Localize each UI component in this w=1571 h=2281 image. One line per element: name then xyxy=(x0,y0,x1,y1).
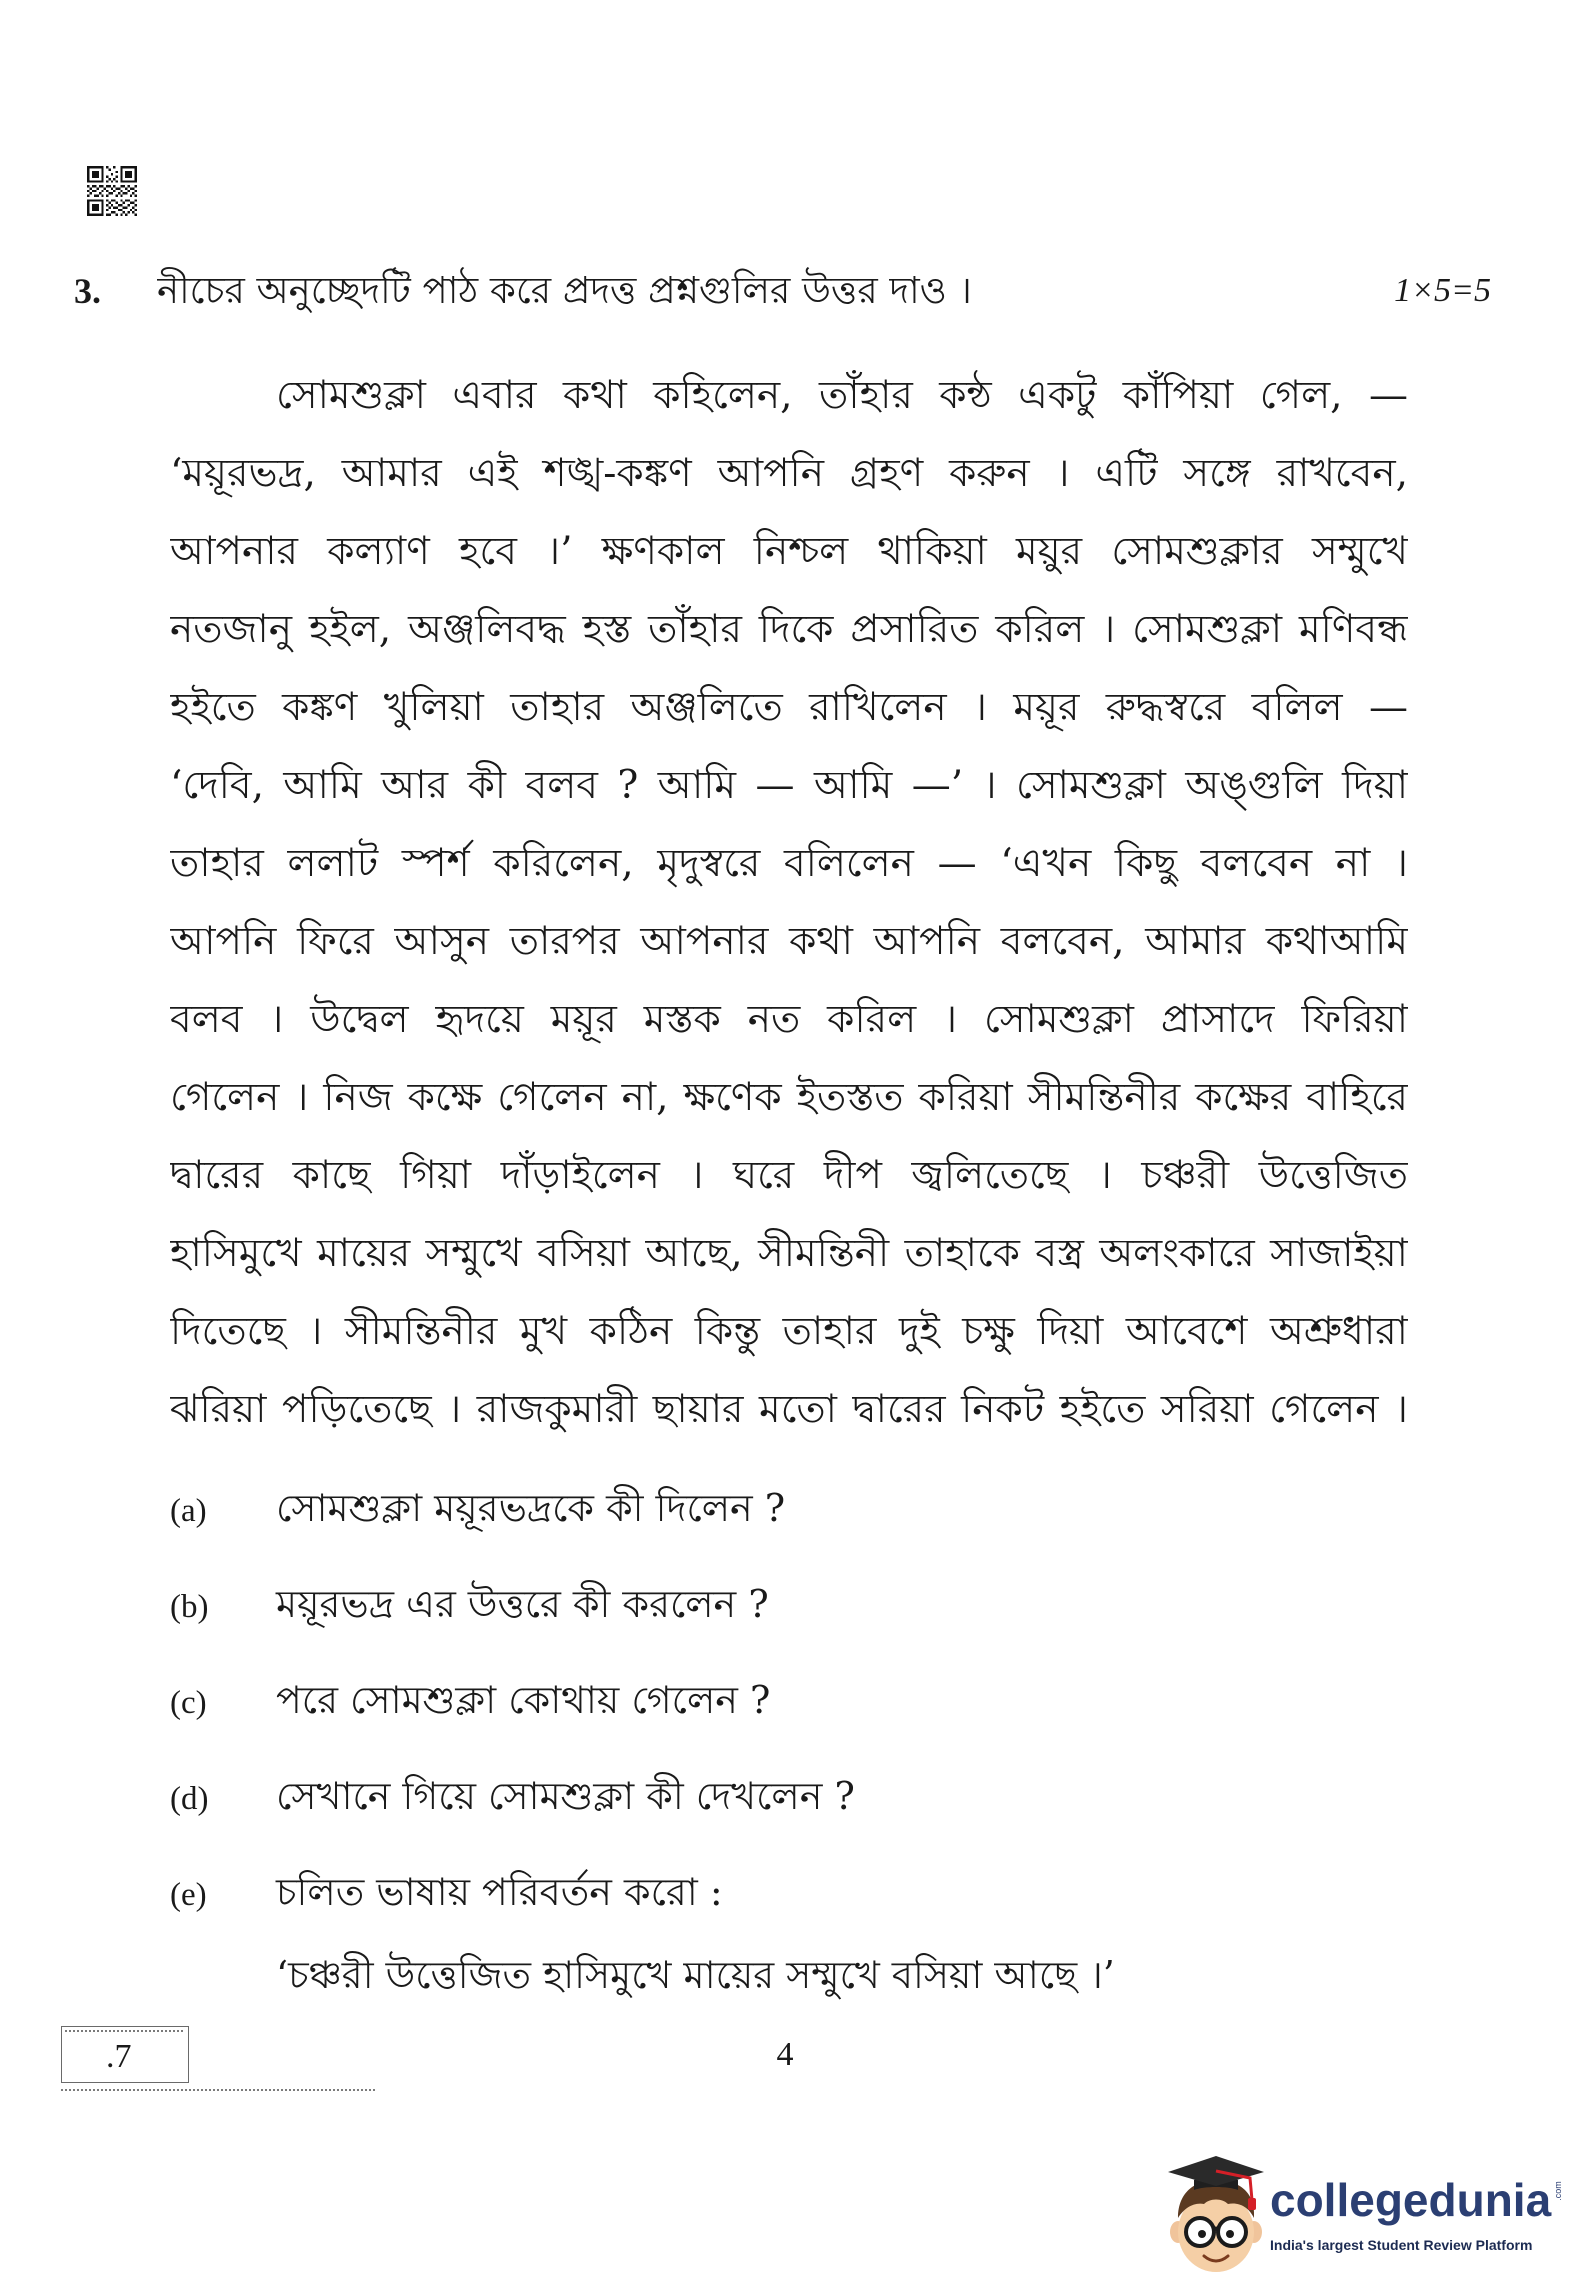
subquestion-c xyxy=(170,1661,1410,1739)
student-mascot-icon xyxy=(1164,2150,1268,2275)
subquestion-text: সোমশুক্লা ময়ূরভদ্রকে কী দিলেন ? xyxy=(276,1486,786,1530)
subquestion-d xyxy=(170,1757,1410,1835)
passage xyxy=(170,357,1408,1449)
subquestion-label: (a) xyxy=(170,1493,207,1529)
subquestion-text: সেখানে গিয়ে সোমশুক্লা কী দেখলেন ? xyxy=(276,1774,855,1818)
subquestion-label: (c) xyxy=(170,1685,207,1721)
brand-domain: .com xyxy=(1552,2181,1563,2201)
passage-line: আপনার কল্যাণ হবে ।’ ক্ষণকাল নিশ্চল থাকিয়া ময়ুর সোমশুক্লার সম্মুখে xyxy=(170,529,1408,574)
paper-code-box xyxy=(61,2026,189,2083)
passage-line: সোমশুক্লা এবার কথা কহিলেন, তাঁহার কন্ঠ একটু কাঁপিয়া গেল, — xyxy=(276,373,1408,418)
subquestion-a xyxy=(170,1469,1410,1547)
question-number: 3. xyxy=(74,271,101,311)
passage-line: ঝরিয়া পড়িতেছে । রাজকুমারী ছায়ার মতো দ্বারের নিকট হইতে সরিয়া গেলেন । xyxy=(170,1387,1408,1432)
paper-code: .7 xyxy=(106,2038,132,2075)
passage-line: হাসিমুখে মায়ের সম্মুখে বসিয়া আছে, সীমন্তিনী তাহাকে বস্ত্র অলংকারে সাজাইয়া xyxy=(170,1231,1408,1276)
micro-text-line xyxy=(61,2089,375,2091)
subquestion-text: চলিত ভাষায় পরিবর্তন করো : xyxy=(276,1870,723,1914)
passage-line: গেলেন । নিজ কক্ষে গেলেন না, ক্ষণেক ইতস্তত করিয়া সীমন্তিনীর কক্ষের বাহিরে xyxy=(170,1075,1408,1120)
subquestion-quote: ‘চঞ্চরী উত্তেজিত হাসিমুখে মায়ের সম্মুখে বসিয়া আছে ।’ xyxy=(276,1953,1115,1997)
passage-line: দ্বারের কাছে গিয়া দাঁড়াইলেন । ঘরে দীপ জ্বলিতেছে । চঞ্চরী উত্তেজিত xyxy=(170,1153,1408,1198)
qr-code-icon xyxy=(87,166,137,216)
subquestion-label: (d) xyxy=(170,1781,209,1817)
brand-name: collegedunia xyxy=(1270,2174,1552,2226)
passage-line: তাহার ললাট স্পর্শ করিলেন, মৃদুস্বরে বলিলেন — ‘এখন কিছু বলবেন না । xyxy=(170,841,1408,886)
passage-line: দিতেছে । সীমন্তিনীর মুখ কঠিন কিন্তু তাহার দুই চক্ষু দিয়া আবেশে অশ্রুধারা xyxy=(170,1309,1408,1354)
brand-tagline: India's largest Student Review Platform xyxy=(1270,2237,1533,2253)
page-number: 4 xyxy=(776,2036,794,2073)
passage-line: নতজানু হইল, অঞ্জলিবদ্ধ হস্ত তাঁহার দিকে প্রসারিত করিল । সোমশুক্লা মণিবন্ধ xyxy=(170,607,1408,652)
passage-line: বলব । উদ্বেল হৃদয়ে ময়ূর মস্তক নত করিল । সোমশুক্লা প্রাসাদে ফিরিয়া xyxy=(170,997,1408,1042)
subquestion-b xyxy=(170,1565,1410,1643)
subquestion-text: ময়ূরভদ্র এর উত্তরে কী করলেন ? xyxy=(276,1582,769,1626)
subquestion-label: (b) xyxy=(170,1589,209,1625)
subquestion-text: পরে সোমশুক্লা কোথায় গেলেন ? xyxy=(276,1678,771,1722)
subquestion-label: (e) xyxy=(170,1877,207,1913)
passage-line: ‘ময়ূরভদ্র, আমার এই শঙ্খ-কঙ্কণ আপনি গ্রহণ করুন । এটি সঙ্গে রাখবেন, xyxy=(170,451,1408,496)
passage-line: হইতে কঙ্কণ খুলিয়া তাহার অঞ্জলিতে রাখিলেন । ময়ূর রুদ্ধস্বরে বলিল — xyxy=(170,685,1408,730)
passage-line: ‘দেবি, আমি আর কী বলব ? আমি — আমি —’ । সোমশুক্লা অঙ্গুলি দিয়া xyxy=(170,763,1408,808)
subquestion-e xyxy=(170,1853,1410,1931)
question-instruction: নীচের অনুচ্ছেদটি পাঠ করে প্রদত্ত প্রশ্নগুলির উত্তর দাও । xyxy=(157,269,972,312)
watermark-logo xyxy=(1160,2146,1568,2278)
micro-text-line xyxy=(65,2030,185,2032)
question-marks: 1×5=5 xyxy=(1394,272,1491,309)
passage-line: আপনি ফিরে আসুন তারপর আপনার কথা আপনি বলবেন, আমার কথাআমি xyxy=(170,919,1408,964)
